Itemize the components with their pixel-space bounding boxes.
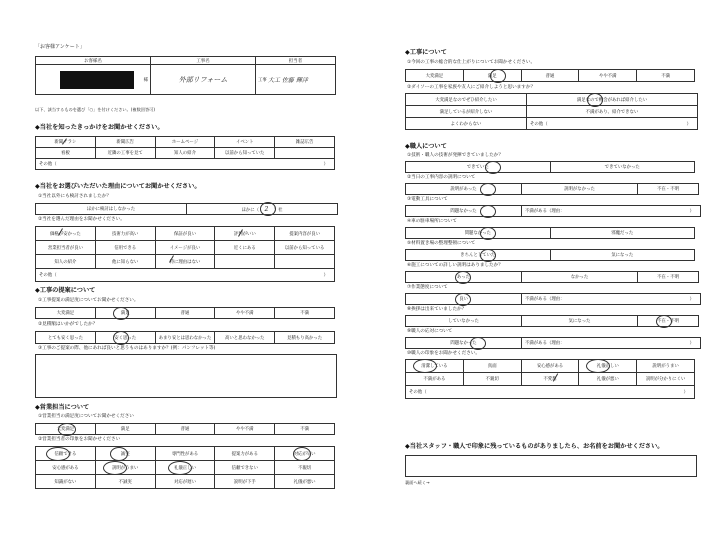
instruction-text: 以下、該当するものを選び「○」を付けください。(複数回答可)	[35, 107, 155, 112]
sales-satisfaction-option[interactable]: 普通	[155, 424, 215, 435]
quote-price-option[interactable]: 高いと思わなかった	[215, 332, 275, 344]
construction-q2: ②ダイソーの工事を家族や友人にご紹介しようと思いますか？	[407, 85, 536, 90]
craftsman-impression-table	[405, 359, 695, 399]
craftsman-impression-option[interactable]: 説明がうまい	[637, 360, 695, 373]
sales-impression-option[interactable]: 専門性がある	[155, 447, 215, 461]
craftsman-impression-option[interactable]: 不満がある	[406, 373, 464, 386]
craftsman-other-label: その他（	[409, 390, 427, 395]
referral-option[interactable]: 不満があり、紹介できない	[527, 106, 698, 118]
handwritten-circle	[480, 183, 496, 196]
craftsman-q8: ⑧挨拶は出来ていましたか？	[407, 307, 467, 312]
handwritten-circle	[480, 249, 496, 262]
craftsman-q9-reason-close: ）	[689, 341, 694, 346]
craftsman-q9: ⑨職人の応対について	[407, 329, 453, 334]
reason-option[interactable]	[275, 255, 335, 269]
proposal-satisfaction-option[interactable]: 不満	[275, 308, 335, 319]
survey-page-right	[360, 0, 720, 540]
reason-other-cell[interactable]	[36, 269, 335, 282]
reason-other-count: 2	[264, 205, 269, 213]
craftsman-q4: ④車の駐車場所について	[407, 219, 457, 224]
craftsman-q3: ③電動工具について	[407, 197, 448, 202]
craftsman-q8-table	[405, 315, 699, 327]
redaction-block	[60, 71, 134, 89]
sales-impression-option[interactable]: 不誠実	[95, 475, 155, 489]
quote-price-option[interactable]: 見積もり高かった	[275, 332, 335, 344]
customer-name-header: お客様名	[36, 57, 151, 65]
handwritten-circle	[413, 359, 437, 373]
reason-option[interactable]: 他に知らない	[95, 255, 155, 269]
referral-other-label: その他（	[530, 121, 548, 127]
honorific: 様	[143, 78, 148, 83]
craftsman-q7-reason-close: ）	[689, 297, 694, 302]
quote-price-option[interactable]: とても安く思った	[36, 332, 96, 344]
craftsman-q6-table	[405, 271, 699, 283]
reason-option[interactable]: 信用できる	[95, 241, 155, 255]
customer-name-cell	[36, 65, 151, 95]
handwritten-circle	[110, 447, 128, 461]
handwritten-circle	[103, 461, 127, 475]
craftsman-q4-option[interactable]: 問題なかった	[406, 228, 551, 239]
reason-option[interactable]: 近くにある	[215, 241, 275, 255]
sales-impression-option[interactable]: 知識がない	[36, 475, 96, 489]
proposal-satisfaction-option[interactable]: 満足	[95, 308, 155, 319]
construction-satisfaction-option[interactable]: やや不満	[579, 70, 637, 82]
craftsman-q6-option[interactable]: 不在・不明	[638, 272, 699, 283]
reason-q2: ②当社を選んだ理由をお聞かせください。	[38, 217, 125, 222]
sales-satisfaction-option[interactable]: やや不満	[215, 424, 275, 435]
craftsman-impression-option[interactable]: 清潔している	[406, 360, 464, 373]
craftsman-q2-option[interactable]: 不在・不明	[638, 184, 699, 195]
craftsman-q1-option[interactable]: できていなかった	[550, 162, 695, 173]
reason-option[interactable]: 技術力が高い	[95, 227, 155, 241]
proposal-satisfaction-option[interactable]: 普通	[155, 308, 215, 319]
staff-memory-box[interactable]	[405, 455, 697, 477]
reason-option[interactable]: 提案内容が良い	[275, 227, 335, 241]
craftsman-q2-table	[405, 183, 699, 195]
awareness-option[interactable]: イベント	[215, 137, 275, 148]
handwritten-circle	[485, 161, 501, 174]
craftsman-q7-reason-label: 不満がある（理由：	[525, 297, 565, 302]
staff-value: 大工 佐藤 輝洋	[268, 77, 308, 84]
awareness-option[interactable]: 看板	[36, 148, 96, 159]
craftsman-q9-option[interactable]: 問題なかった	[406, 338, 522, 349]
reason-q1: ①当社以外にも検討されましたか？	[38, 194, 112, 199]
section-proposal-title: ◆工事の提案について	[35, 287, 96, 294]
sales-q1: ①営業担当の満足度についてお聞かせください	[38, 414, 134, 419]
craftsman-q10: ⑩職人の印象をお聞かせください。	[407, 351, 481, 356]
survey-title: 「お客様アンケート」	[35, 44, 85, 50]
awareness-other-label: その他（	[39, 162, 57, 167]
sales-impression-option[interactable]: 説明が下手	[215, 475, 275, 489]
craftsman-impression-option[interactable]: 安心感がある	[521, 360, 579, 373]
referral-option[interactable]: よくわからない	[406, 118, 527, 130]
craftsman-q3-option[interactable]: 問題なかった	[406, 206, 522, 217]
proposal-q3: ③工事のご提案の際、他にあれば良いと思うものはありますか？(例：パンフレット等)	[38, 346, 216, 351]
reason-other-label: ほかに（	[241, 207, 260, 213]
construction-satisfaction-table	[405, 69, 695, 82]
craftsman-impression-option[interactable]: 礼儀正しい	[579, 360, 637, 373]
sales-impression-option[interactable]: 対応が早い	[275, 447, 335, 461]
sales-impression-option[interactable]: 提案力がある	[215, 447, 275, 461]
proposal-comment-box[interactable]	[35, 354, 337, 398]
craftsman-q9-reason-label: 不満がある（理由：	[525, 341, 565, 346]
craftsman-q6-option[interactable]: なかった	[522, 272, 638, 283]
staff-cell	[256, 65, 336, 95]
referral-option[interactable]: 満足なので機会があれば紹介したい	[527, 94, 698, 106]
craftsman-q8-option[interactable]: 気になった	[522, 316, 638, 327]
handwritten-circle	[260, 202, 276, 216]
handwritten-circle	[586, 359, 610, 373]
craftsman-q6-option[interactable]: あった	[406, 272, 522, 283]
awareness-option[interactable]: 新聞広告	[95, 137, 155, 148]
reason-option[interactable]: 保証が良い	[155, 227, 215, 241]
handwritten-circle	[480, 227, 496, 240]
reason-other-text-label: その他（	[39, 273, 57, 278]
quote-price-option[interactable]: あまり安とは思わなかった	[155, 332, 215, 344]
sales-satisfaction-option[interactable]: 不満	[275, 424, 335, 435]
craftsman-other-close: ）	[683, 390, 688, 395]
craftsman-q8-option[interactable]: していなかった	[406, 316, 522, 327]
proposal-satisfaction-table	[35, 307, 335, 319]
construction-satisfaction-option[interactable]: 大変満足	[406, 70, 464, 82]
reason-option[interactable]: イメージが良い	[155, 241, 215, 255]
handwritten-circle	[168, 461, 192, 475]
referral-other-close: ）	[686, 121, 691, 127]
referral-option[interactable]: 大変満足なのでぜひ紹介したい	[406, 94, 527, 106]
handwritten-circle	[470, 337, 486, 350]
craftsman-q5-table	[405, 249, 695, 261]
construction-q1: ①今回の工事の総合的な仕上がりについてお聞かせください。	[407, 60, 536, 65]
awareness-option[interactable]: 雑誌広告	[275, 137, 335, 148]
craftsman-other-cell[interactable]	[406, 386, 695, 399]
work-name-header: 工事名	[151, 57, 256, 65]
section-sales-title: ◆営業担当について	[35, 404, 90, 411]
proposal-satisfaction-option[interactable]: 大変満足	[36, 308, 96, 319]
sales-satisfaction-table	[35, 423, 335, 435]
craftsman-q2: ②当日の工事内容の説明について	[407, 175, 476, 180]
referral-other-cell[interactable]	[527, 118, 698, 130]
craftsman-q7-option[interactable]: 良い	[406, 294, 522, 305]
sales-impression-option[interactable]: 信頼できない	[215, 461, 275, 475]
awareness-option[interactable]: ホームページ	[155, 137, 215, 148]
work-name-value: 外部リフォーム	[151, 65, 256, 95]
handwritten-circle	[455, 293, 471, 306]
reason-other-close: ）	[323, 273, 328, 278]
sales-impression-option[interactable]: 信頼できる	[36, 447, 96, 461]
handwritten-circle	[587, 93, 603, 107]
handwritten-circle	[455, 271, 471, 284]
handwritten-circle	[113, 331, 129, 345]
reason-option[interactable]: 評判がいい	[215, 227, 275, 241]
section-staff-memory-title: ◆当社スタッフ・職人で印象に残っているものがありましたら、お名前をお聞かせください。	[405, 443, 664, 450]
handwritten-circle	[58, 423, 76, 436]
craftsman-impression-option[interactable]: 説明が分かりにくい	[637, 373, 695, 386]
craftsman-impression-option[interactable]: 礼儀が悪い	[579, 373, 637, 386]
craftsman-q7-reason-cell[interactable]	[522, 294, 701, 305]
sales-impression-option[interactable]: 礼儀正しい	[155, 461, 215, 475]
craftsman-q5-option[interactable]: 気になった	[550, 250, 695, 261]
awareness-option[interactable]: 近隣の工事を見て	[95, 148, 155, 159]
staff-label: 工事	[258, 78, 267, 83]
sales-impression-option[interactable]: 安心感がある	[36, 461, 96, 475]
craftsman-impression-option[interactable]: 真面	[463, 360, 521, 373]
craftsman-impression-option[interactable]: 不愛想	[521, 373, 579, 386]
reason-option[interactable]	[215, 255, 275, 269]
quote-price-option[interactable]: 安く思った	[95, 332, 155, 344]
craftsman-q3-reason-cell[interactable]	[522, 206, 701, 217]
craftsman-q2-option[interactable]: 説明があった	[406, 184, 522, 195]
handwritten-circle	[113, 307, 129, 320]
reason-option[interactable]: 以前から知っている	[275, 241, 335, 255]
continued-note: 裏面へ続く→	[405, 480, 430, 485]
handwritten-circle	[46, 447, 70, 461]
section-reason-title: ◆当社をお選びいただいた理由についてお聞かせください。	[35, 183, 201, 190]
craftsman-q3-reason-label: 不満がある（理由：	[525, 209, 565, 214]
craftsman-q5-option[interactable]: きちんとしていた	[406, 250, 551, 261]
proposal-q2: ②見積額はいかがでしたか？	[38, 322, 98, 327]
sales-impression-option[interactable]: 礼儀が悪い	[275, 475, 335, 489]
section-construction-title: ◆工事について	[405, 49, 447, 56]
referral-table	[405, 93, 698, 130]
sales-satisfaction-option[interactable]: 大変満足	[36, 424, 96, 435]
reason-option[interactable]: 価格が安かった	[36, 227, 96, 241]
awareness-other-cell[interactable]	[36, 159, 335, 170]
craftsman-q2-option[interactable]: 説明がなかった	[522, 184, 638, 195]
reason-option[interactable]: 特に理由はない	[155, 255, 215, 269]
awareness-option[interactable]: 知人の紹介	[155, 148, 215, 159]
reason-option[interactable]: 知人の紹介	[36, 255, 96, 269]
craftsman-q7-table	[405, 293, 701, 305]
construction-satisfaction-option[interactable]: 普通	[521, 70, 579, 82]
section-awareness-title: ◆当社を知ったきっかけをお聞かせください。	[35, 124, 164, 131]
craftsman-q9-reason-cell[interactable]	[522, 338, 701, 349]
craftsman-q3-reason-close: ）	[689, 209, 694, 214]
handwritten-circle	[656, 315, 672, 328]
sales-impression-option[interactable]: 不親切	[275, 461, 335, 475]
referral-option[interactable]: 満足しているが紹介しない	[406, 106, 527, 118]
handwritten-circle	[480, 205, 496, 218]
customer-table	[35, 56, 336, 95]
craftsman-q5: ⑤材料置き場の整理整頓について	[407, 241, 476, 246]
craftsman-q3-table	[405, 205, 701, 217]
craftsman-impression-option[interactable]: 不親切	[463, 373, 521, 386]
craftsman-q1: ①技術・職人の技術が発揮できていましたか？	[407, 153, 503, 158]
craftsman-q4-table	[405, 227, 695, 239]
quote-price-table	[35, 331, 335, 344]
handwritten-circle	[293, 447, 311, 461]
reason-no-other[interactable]: ほかに検討はしなかった	[36, 204, 187, 215]
awareness-other-close: ）	[323, 162, 328, 167]
proposal-q1: ①工事提案の満足度についてお聞かせください。	[38, 298, 139, 303]
craftsman-q6: ⑥施工についての詳しい説明はありましたか？	[407, 263, 503, 268]
craftsman-q7: ⑦作業態度について	[407, 285, 448, 290]
sales-impression-option[interactable]: 対応が遅い	[155, 475, 215, 489]
reason-other-suffix: ）社	[273, 207, 283, 213]
reason-q2-table	[35, 226, 335, 282]
awareness-option[interactable]: 新聞チラシ	[36, 137, 96, 148]
section-craftsman-title: ◆職人について	[405, 143, 447, 150]
awareness-table	[35, 136, 335, 170]
construction-satisfaction-option[interactable]: 満足	[463, 70, 521, 82]
craftsman-q4-option[interactable]: 邪魔だった	[550, 228, 695, 239]
reason-option[interactable]: 営業担当者が良い	[36, 241, 96, 255]
awareness-option[interactable]	[275, 148, 335, 159]
staff-header: 担当者	[256, 57, 336, 65]
proposal-satisfaction-option[interactable]: やや不満	[215, 308, 275, 319]
sales-q2: ②営業担当者の印象をお聞かせください	[38, 437, 121, 442]
sales-impression-option[interactable]: 説明がうまい	[95, 461, 155, 475]
reason-q1-table	[35, 203, 338, 215]
handwritten-circle	[490, 69, 506, 83]
craftsman-q9-table	[405, 337, 701, 349]
craftsman-q8-option[interactable]: 不在・不明	[638, 316, 699, 327]
sales-satisfaction-option[interactable]: 満足	[95, 424, 155, 435]
sales-impression-option[interactable]: 誠実	[95, 447, 155, 461]
awareness-option[interactable]: 以前から知っていた	[215, 148, 275, 159]
craftsman-q1-table	[405, 161, 695, 173]
construction-satisfaction-option[interactable]: 不満	[637, 70, 695, 82]
craftsman-q1-option[interactable]: できていた	[406, 162, 551, 173]
